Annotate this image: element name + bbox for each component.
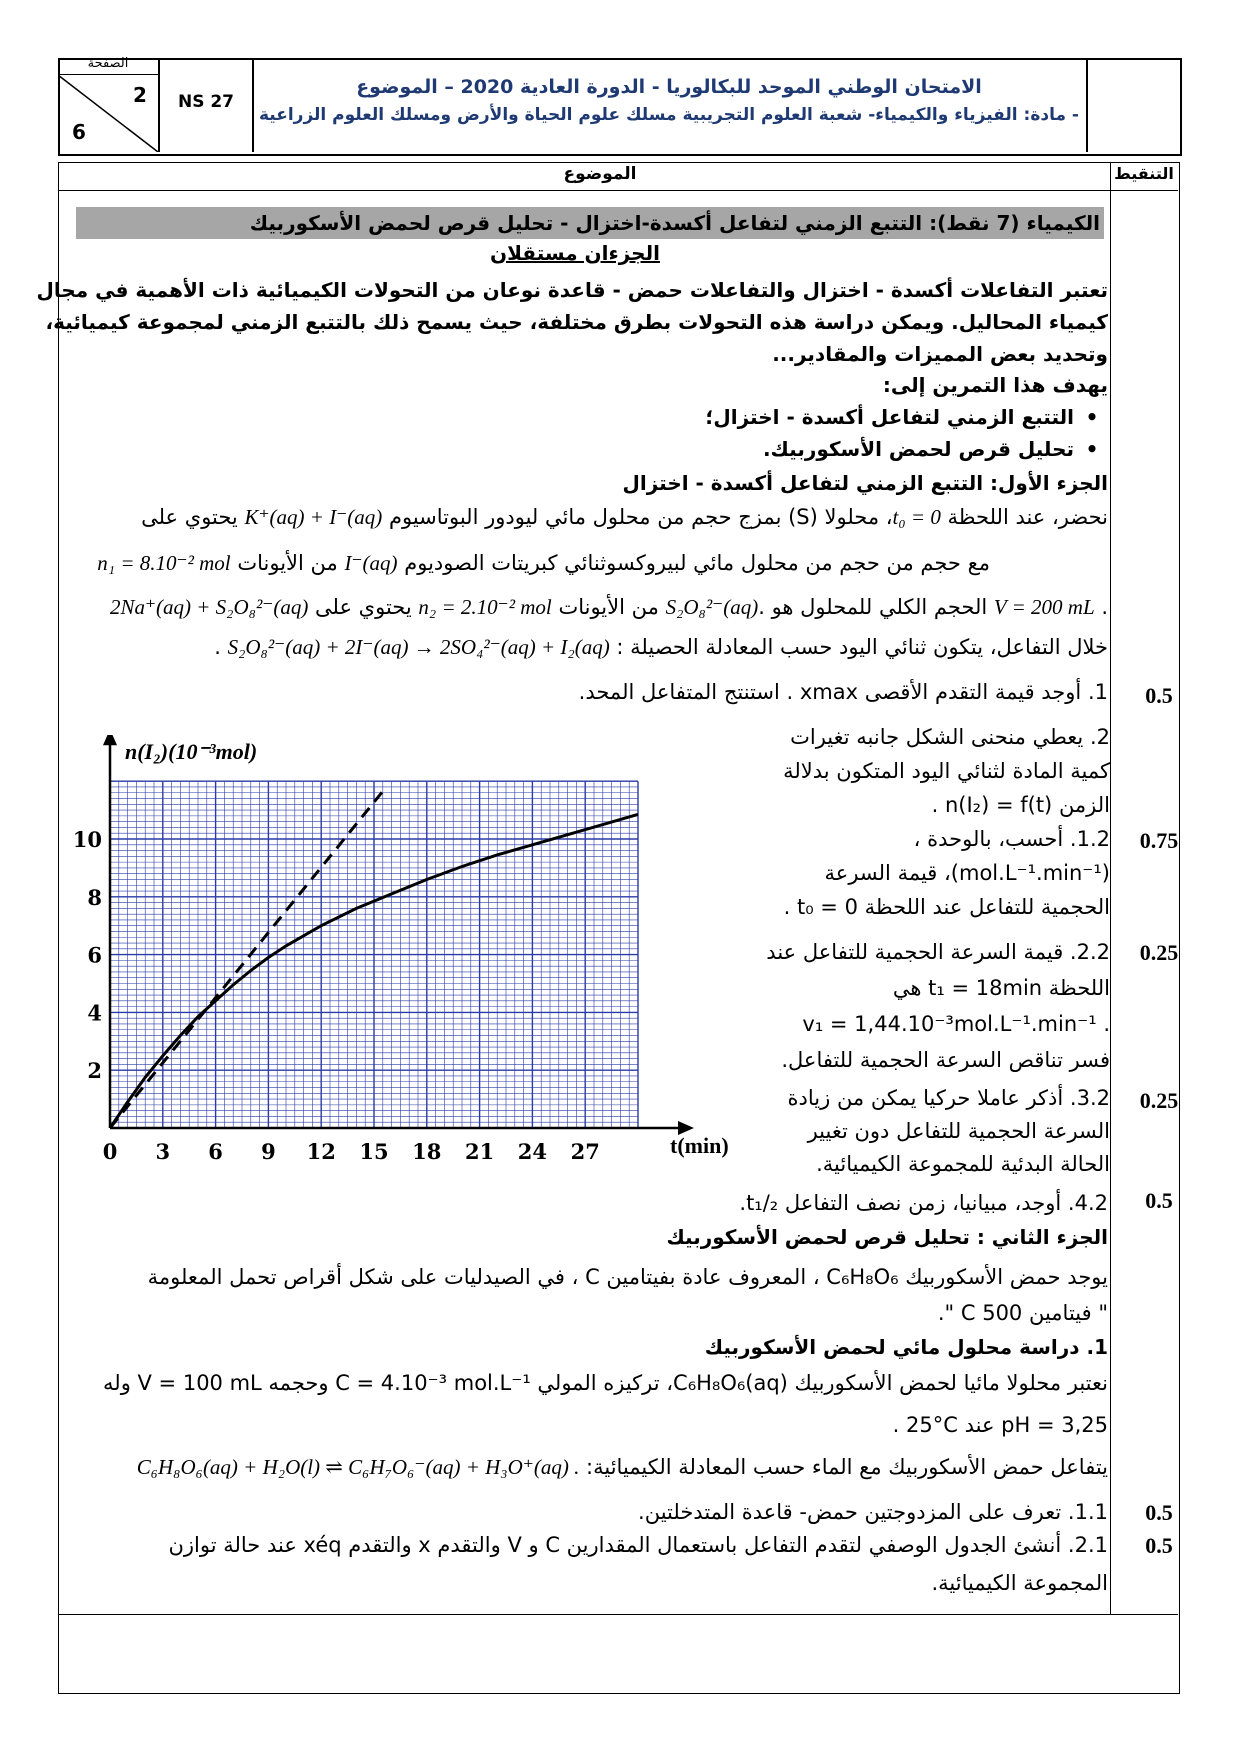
part2-paragraph-2: نعتبر محلولا مائيا لحمض الأسكوربيك C₆H₈O₆(aq)، تركيزه المولي C = 4.10⁻³ mol.L⁻¹ وحجمه V = 100 mL وله: [103, 1371, 1108, 1395]
page-current: 2: [133, 83, 147, 107]
y-tick-label: 4: [87, 1000, 102, 1026]
part1-paragraph-4: خلال التفاعل، يتكون ثنائي اليود حسب المعادلة الحصيلة : S₂O₈²⁻(aq) + 2I⁻(aq) → 2SO₄²⁻(aq) + I₂(aq) .: [214, 635, 1108, 659]
page-label: الصفحة: [87, 56, 129, 71]
score-p2-q1-2: 0.5: [1145, 1533, 1173, 1558]
column-separator: [1110, 162, 1111, 1614]
chart-x-ticks: [103, 1139, 600, 1164]
header-separator: [58, 190, 1178, 191]
part2-title: الجزء الثاني : تحليل قرص لحمض الأسكوربيك: [666, 1225, 1108, 1249]
x-tick-label: 15: [359, 1139, 389, 1164]
chart-axes: [103, 735, 694, 1135]
y-tick-label: 2: [87, 1058, 102, 1084]
part2-question-1-2: 2.1. أنشئ الجدول الوصفي لتقدم التفاعل باستعمال المقدارين C و V والتقدم x والتقدم xéq عند حالة توازن: [168, 1533, 1108, 1557]
part2-paragraph-1: يوجد حمض الأسكوربيك C₆H₈O₆ ، المعروف عادة بفيتامين C ، في الصيدليات على شكل أقراص تحمل المعلومة: [147, 1265, 1108, 1289]
chart-x-label: t(min): [670, 1133, 729, 1158]
y-tick-label: 6: [87, 942, 102, 968]
part1-title: الجزء الأول: التتبع الزمني لتفاعل أكسدة - اختزال: [622, 471, 1108, 495]
grading-column-title: التنقيط: [1114, 164, 1174, 183]
x-tick-label: 12: [306, 1139, 336, 1164]
x-tick-label: 0: [102, 1139, 118, 1164]
section-title: الكيمياء (7 نقط): التتبع الزمني لتفاعل أكسدة-اختزال - تحليل قرص لحمض الأسكوربيك: [249, 211, 1100, 235]
x-tick-label: 21: [464, 1139, 495, 1164]
exam-code: NS 27: [177, 92, 235, 112]
part2-subtitle: 1. دراسة محلول مائي لحمض الأسكوربيك: [704, 1335, 1108, 1359]
part2-question-1-2b: المجموعة الكيميائية.: [931, 1571, 1108, 1595]
part1-paragraph-3: 2Na⁺(aq) + S₂O₈²⁻(aq) يحتوي على n₂ = 2.10⁻² mol من الأيونات S₂O₈²⁻(aq). الحجم الكلي للمحلول هو V = 200 mL .: [109, 595, 1108, 619]
score-q2-4: 0.5: [1145, 1188, 1173, 1213]
question-1: 1. أوجد قيمة التقدم الأقصى xmax . استنتج المتفاعل المحد.: [578, 680, 1108, 704]
part2-paragraph-2b: . 25°C عند pH = 3,25: [892, 1413, 1108, 1437]
bullet-1: •التتبع الزمني لتفاعل أكسدة - اختزال؛: [705, 405, 1099, 429]
x-tick-label: 3: [155, 1139, 171, 1164]
part2-paragraph-3: يتفاعل حمض الأسكوربيك مع الماء حسب المعادلة الكيميائية: C₆H₈O₆(aq) + H₂O(l) ⇌ C₆H₇O₆⁻(aq) + H₃O⁺(aq) .: [136, 1455, 1108, 1479]
question-2-2-block: 2.2. قيمة السرعة الحجمية للتفاعل عند اللحظة t₁ = 18min هي . v₁ = 1,44.10⁻³mol.L⁻¹.min⁻¹ فسر تناقص السرعة الحجمية للتفاعل.: [766, 940, 1110, 1072]
title-box: [252, 58, 1088, 152]
subject-column-title: الموضوع: [563, 164, 637, 184]
section-subtitle: الجزءان مستقلان: [490, 241, 660, 265]
intro-line-3: وتحديد بعض المميزات والمقادير...: [772, 342, 1108, 366]
score-q1: 0.5: [1145, 683, 1173, 708]
x-tick-label: 27: [570, 1139, 600, 1164]
page-number-box: [58, 58, 160, 152]
score-p2-q1-1: 0.5: [1145, 1500, 1173, 1525]
page-total: 6: [72, 120, 86, 144]
part2-paragraph-1b: " فيتامين C 500 ".: [937, 1301, 1108, 1325]
y-axis-arrow-icon: [103, 735, 117, 745]
intro-line-2: كيمياء المحاليل. ويمكن دراسة هذه التحولات بطرق مختلفة، حيث يسمح ذلك بالتتبع الزمني لمجموعة كيميائية،: [45, 310, 1108, 334]
x-tick-label: 24: [517, 1139, 548, 1164]
question-2-3-block: 3.2. أذكر عاملا حركيا يمكن من زيادة السرعة الحجمية للتفاعل دون تغيير الحالة البدئية للمجموعة الكيميائية.: [787, 1086, 1110, 1176]
body-bottom-line: [58, 1614, 1178, 1615]
iodine-chart: [70, 735, 760, 1165]
tangent-line: [110, 791, 383, 1128]
y-tick-label: 10: [72, 827, 102, 852]
intro-line-4: يهدف هذا التمرين إلى:: [882, 373, 1108, 397]
score-q2-3: 0.25: [1139, 1088, 1179, 1113]
chart-y-ticks: [73, 827, 102, 1083]
part1-paragraph-1: نحضر، عند اللحظة t₀ = 0، محلولا (S) بمزج حجم من محلول مائي ليودور البوتاسيوم K⁺(aq) + I⁻(aq) يحتوي على: [141, 505, 1108, 529]
exam-subject: - مادة: الفيزياء والكيمياء- شعبة العلوم التجريبية مسلك علوم الحياة والأرض ومسلك العلوم الزراعية: [258, 105, 1079, 125]
question-2-block: 2. يعطي منحنى الشكل جانبه تغيرات كمية المادة لثنائي اليود المتكون بدلالة الزمن n(I₂) = f(t) .: [783, 725, 1110, 817]
intro-line-1: تعتبر التفاعلات أكسدة - اختزال والتفاعلات حمض - قاعدة نوعان من التحولات الكيميائية ذات الأهمية في مجال: [36, 278, 1108, 302]
score-q2-1: 0.75: [1139, 828, 1179, 853]
code-box: [160, 58, 254, 152]
score-q2-2: 0.25: [1139, 940, 1179, 965]
question-2-4: 4.2. أوجد، مبيانيا، زمن نصف التفاعل t₁/₂.: [739, 1191, 1108, 1215]
y-tick-label: 8: [87, 884, 102, 910]
part1-paragraph-2: n₁ = 8.10⁻² mol من الأيونات I⁻(aq) مع حجم من حجم من محلول مائي لبيروكسوثنائي كبريتات الصوديوم: [97, 551, 990, 575]
chart-y-label: n(I₂)(10⁻³mol): [125, 739, 258, 764]
x-tick-label: 6: [208, 1139, 223, 1164]
exam-title: الامتحان الوطني الموحد للبكالوريا - الدورة العادية 2020 – الموضوع: [356, 76, 982, 98]
bullet-2: •تحليل قرص لحمض الأسكوربيك.: [762, 437, 1099, 461]
x-tick-label: 9: [261, 1139, 276, 1164]
x-tick-label: 18: [412, 1139, 442, 1164]
question-2-1-block: 1.2. أحسب، بالوحدة ، (mol.L⁻¹.min⁻¹)، قيمة السرعة الحجمية للتفاعل عند اللحظة t₀ = 0 .: [783, 827, 1110, 919]
part2-question-1-1: 1.1. تعرف على المزدوجتين حمض- قاعدة المتدخلتين.: [638, 1500, 1108, 1524]
